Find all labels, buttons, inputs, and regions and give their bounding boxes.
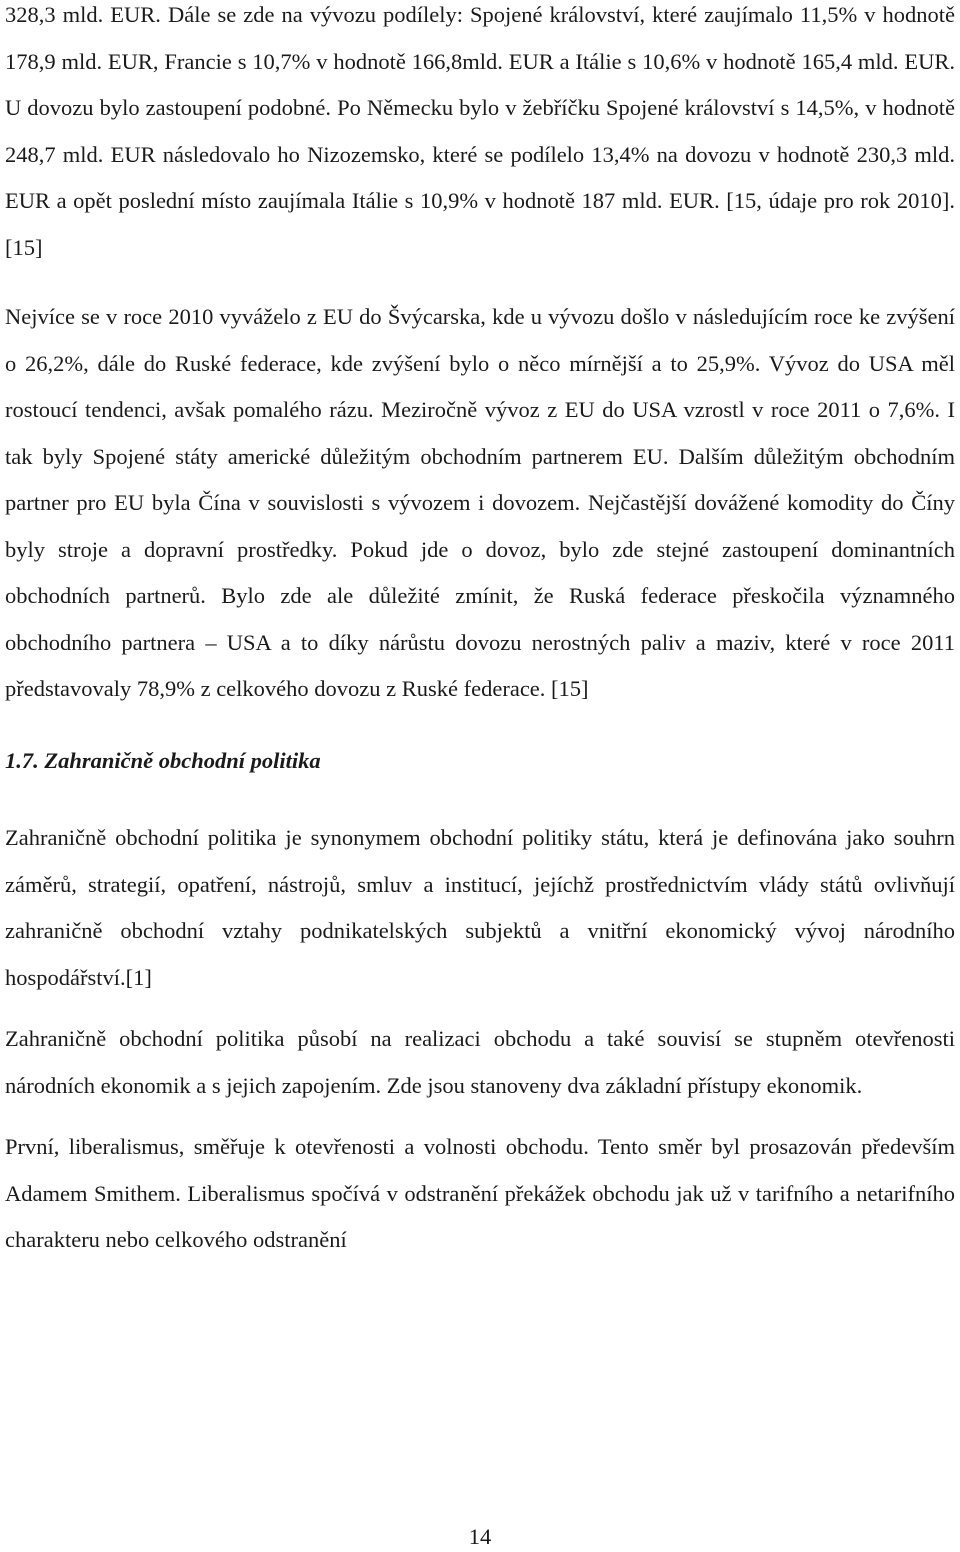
- paragraph-openness: Zahraničně obchodní politika působí na realizaci obchodu a také souvisí se stupněm otevřenosti národních ekonomik a s jejich zapojením. Zde jsou stanoveny dva základní přístupy ekonomik.: [5, 1026, 955, 1098]
- section-heading: 1.7. Zahraničně obchodní politika: [5, 747, 321, 773]
- paragraph-trade-shares: 328,3 mld. EUR. Dále se zde na vývozu podílely: Spojené království, které zaujímalo 11,5% v hodnotě 178,9 mld. EUR, Francie s 10,7% v hodnotě 166,8mld. EUR a Itálie s 10,6% v hodnotě 165,4 mld. EUR. U dovozu bylo zastoupení podobné. Po Německu bylo v žebříčku Spojené království s 14,5%, v hodnotě 248,7 mld. EUR následovalo ho Nizozemsko, které se podílelo 13,4% na dovozu v hodnotě 230,3 mld. EUR a opět poslední místo zaujímala Itálie s 10,9% v hodnotě 187 mld. EUR. [15, údaje pro rok 2010]. [15]: [5, 2, 955, 260]
- page-number: 14: [468, 1524, 492, 1549]
- paragraph-export-partners: Nejvíce se v roce 2010 vyváželo z EU do Švýcarska, kde u vývozu došlo v následujícím roce ke zvýšení o 26,2%, dále do Ruské federace, kde zvýšení bylo o něco mírnější a to 25,9%. Vývoz do USA měl rostoucí tendenci, avšak pomalého rázu. Meziročně vývoz z EU do USA vzrostl v roce 2011 o 7,6%. I tak byly Spojené státy americké důležitým obchodním partnerem EU. Dalším důležitým obchodním partner pro EU byla Čína v souvislosti s vývozem i dovozem. Nejčastější dovážené komodity do Číny byly stroje a dopravní prostředky. Pokud jde o dovoz, bylo zde stejné zastoupení dominantních obchodních partnerů. Bylo zde ale důležité zmínit, že Ruská federace přeskočila významného obchodního partnera – USA a to díky nárůstu dovozu nerostných paliv a maziv, které v roce 2011 představovaly 78,9% z celkového dovozu z Ruské federace. [15]: [5, 304, 955, 701]
- paragraph-definition: Zahraničně obchodní politika je synonymem obchodní politiky státu, která je definována jako souhrn záměrů, strategií, opatření, nástrojů, smluv a institucí, jejíchž prostřednictvím vlády států ovlivňují zahraničně obchodní vztahy podnikatelských subjektů a vnitřní ekonomický vývoj národního hospodářství.[1]: [5, 825, 955, 990]
- paragraph-liberalism: První, liberalismus, směřuje k otevřenosti a volnosti obchodu. Tento směr byl prosazován především Adamem Smithem. Liberalismus spočívá v odstranění překážek obchodu jak už v tarifního a netarifního charakteru nebo celkového odstranění: [5, 1134, 955, 1252]
- document-page: [5, 0, 955, 1264]
